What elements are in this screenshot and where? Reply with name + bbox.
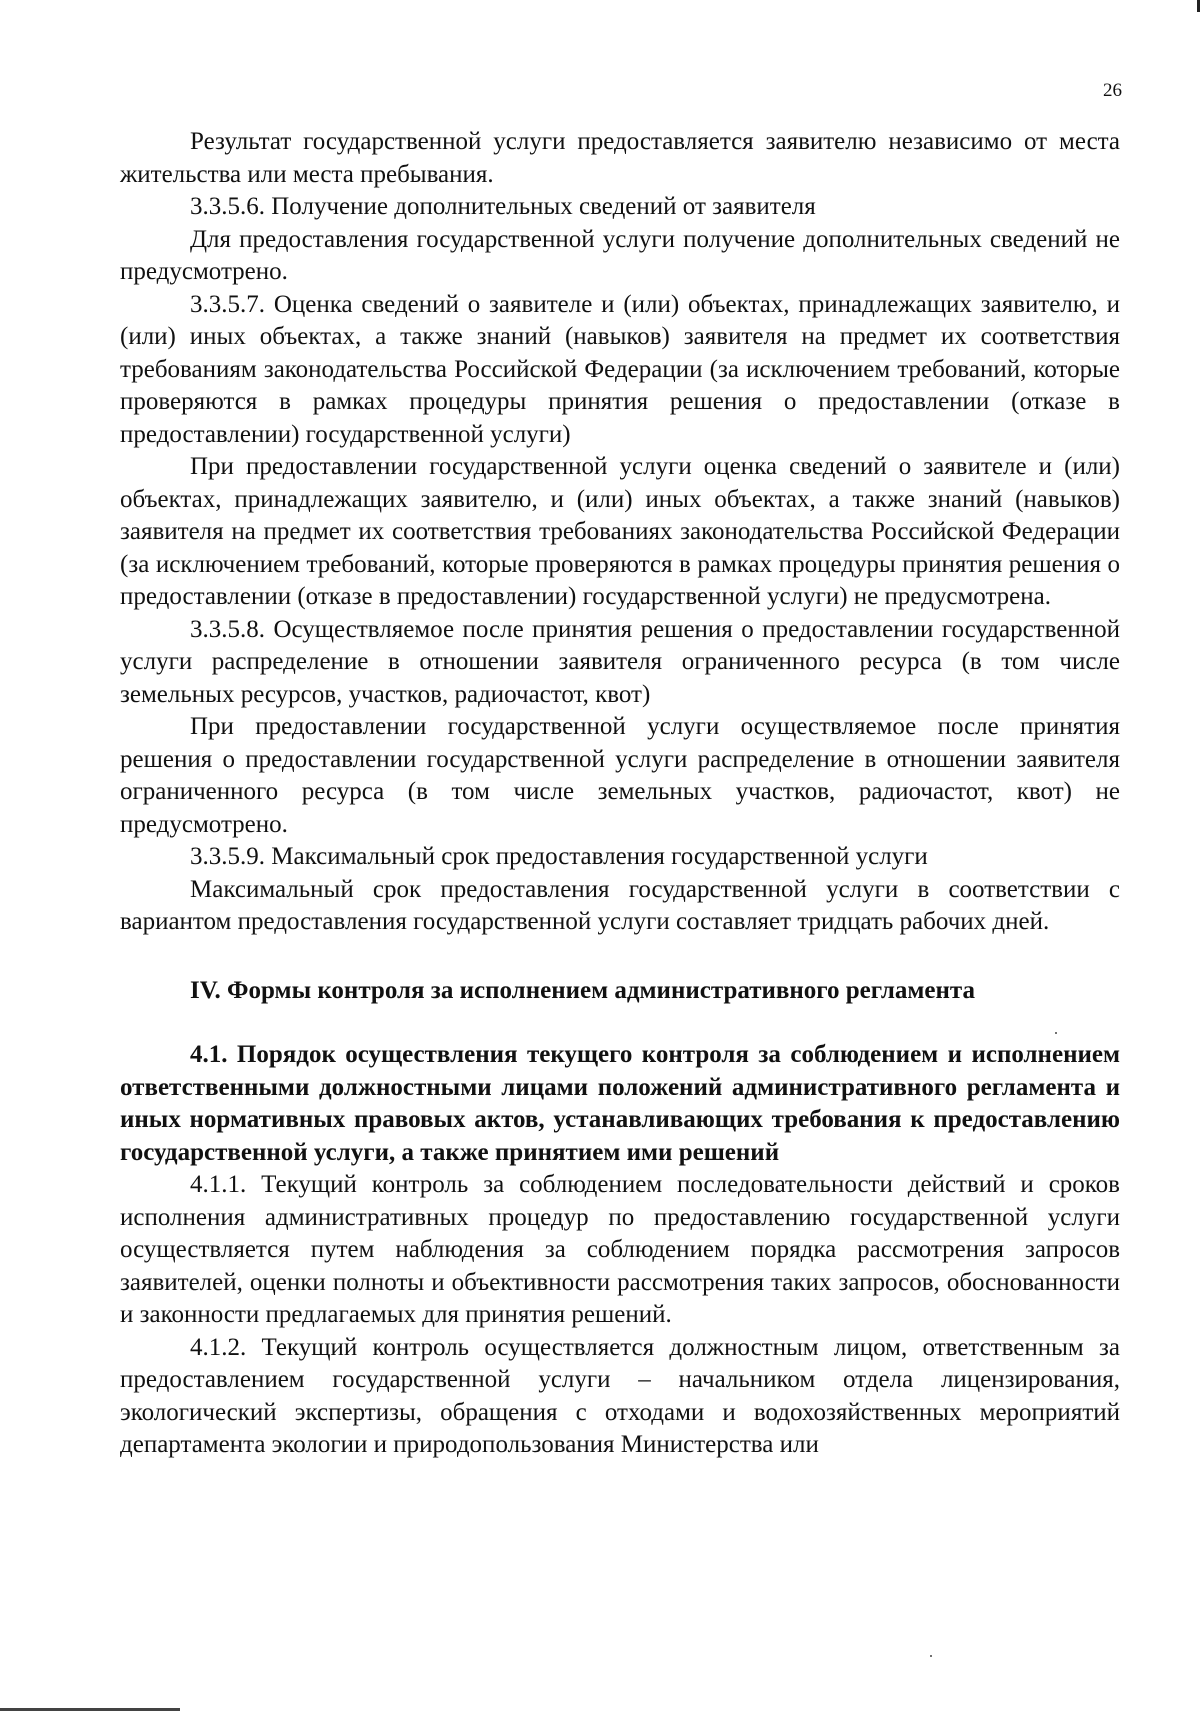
paragraph-4-1-1: 4.1.1. Текущий контроль за соблюдением последовательности действий и сроков исполнения административных процедур по предоставлению государственной услуги осуществляется путем наблюдения за соблюдением порядка рассмотрения запросов заявителей, оценки полноты и объективности рассмотрения таких запросов, обоснованности и законности предлагаемых для принятия решений.	[120, 1171, 1120, 1328]
page-number: 26	[1103, 80, 1122, 101]
paragraph-additional-info: Для предоставления государственной услуги получение дополнительных сведений не предусмотрено.	[120, 225, 1120, 285]
paragraph-3-3-5-9-heading: 3.3.5.9. Максимальный срок предоставления государственной услуги	[190, 843, 928, 870]
subsection-gap	[120, 1007, 1120, 1039]
paragraph-resource-distribution: При предоставлении государственной услуги осуществляемое после принятия решения о предоставлении государственной услуги распределение в отношении заявителя ограниченного ресурса (в том числе земельных участков, радиочастот, квот) не предусмотрено.	[120, 713, 1120, 838]
scan-speck	[930, 1655, 932, 1657]
paragraph-max-duration: Максимальный срок предоставления государственной услуги в соответствии с вариантом предоставления государственной услуги составляет тридцать рабочих дней.	[120, 875, 1120, 935]
paragraph-3-3-5-7-heading: 3.3.5.7. Оценка сведений о заявителе и (или) объектах, принадлежащих заявителю, и (или) иных объектах, а также знаний (навыков) заявителя на предмет их соответствия требованиям законодательства Российской Федерации (за исключением требований, которые проверяются в рамках процедуры принятия решения о предоставлении (отказе в предоставлении) государственной услуги)	[120, 290, 1120, 448]
section-gap	[120, 939, 1120, 975]
paragraph-result: Результат государственной услуги предоставляется заявителю независимо от места жительства или места пребывания.	[120, 128, 1120, 188]
paragraph-3-3-5-6-heading: 3.3.5.6. Получение дополнительных сведений от заявителя	[190, 193, 816, 220]
paragraph-assessment: При предоставлении государственной услуги оценка сведений о заявителе и (или) объектах, принадлежащих заявителю, и (или) иных объектах, а также знаний (навыков) заявителя на предмет их соответствия требованиях законодательства Российской Федерации (за исключением требований, которые проверяются в рамках процедуры принятия решения о предоставлении (отказе в предоставлении) государственной услуги) не предусмотрена.	[120, 453, 1120, 610]
scan-speck	[1055, 1032, 1057, 1034]
document-text	[120, 126, 1120, 1462]
section-heading: IV. Формы контроля за исполнением административного регламента	[190, 976, 975, 1004]
paragraph-4-1-2: 4.1.2. Текущий контроль осуществляется должностным лицом, ответственным за предоставлением государственной услуги – начальником отдела лицензирования, экологический экспертизы, обращения с отходами и водохозяйственных мероприятий департамента экологии и природопользования Министерства или	[120, 1333, 1120, 1458]
paragraph-3-3-5-8-heading: 3.3.5.8. Осуществляемое после принятия решения о предоставлении государственной услуги распределение в отношении заявителя ограниченного ресурса (в том числе земельных ресурсов, участков, радиочастот, квот)	[120, 615, 1120, 708]
subsection-heading: 4.1. Порядок осуществления текущего контроля за соблюдением и исполнением ответственными должностными лицами положений административного регламента и иных нормативных правовых актов, устанавливающих требования к предоставлению государственной услуги, а также принятием ими решений	[120, 1041, 1120, 1166]
